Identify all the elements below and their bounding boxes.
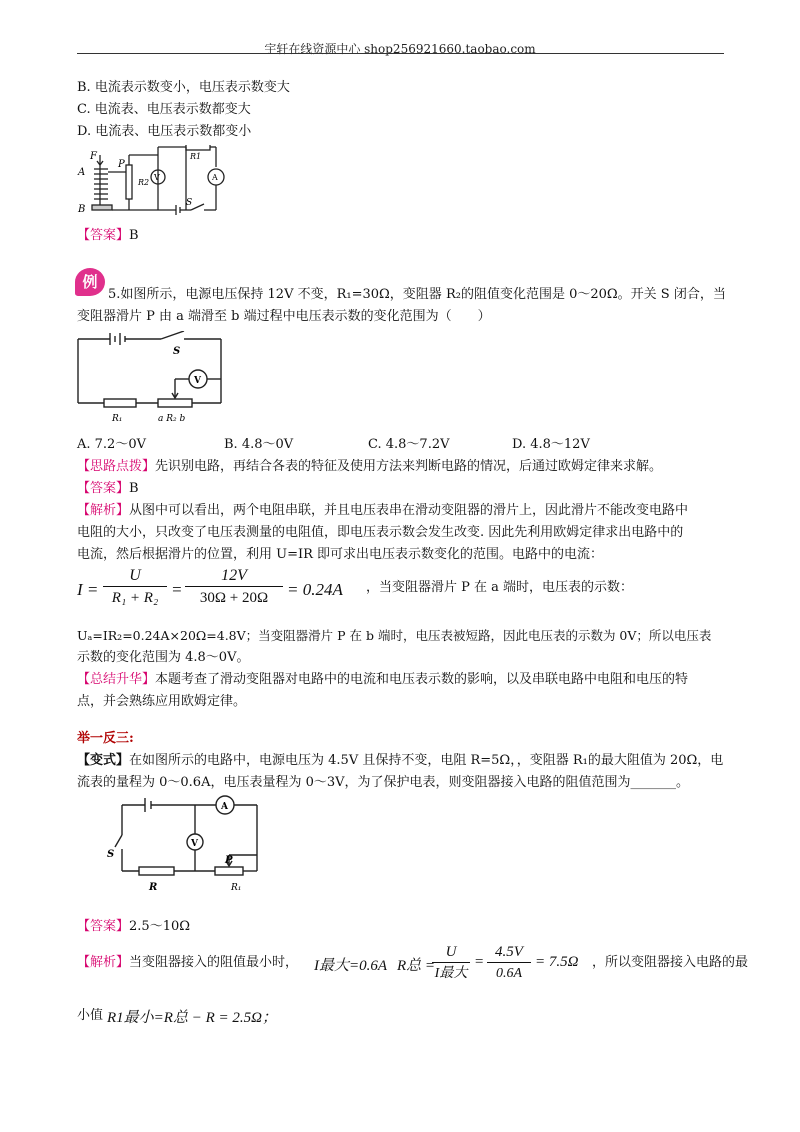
formula-eq: = <box>171 580 183 599</box>
q4-answer-value: B <box>129 228 139 243</box>
variant-answer-tag: 【答案】 <box>77 919 130 934</box>
variant-analysis-text: 当变阻器接入的阻值最小时， <box>129 955 299 970</box>
variant-question-line1 <box>77 750 723 772</box>
variant-f2-fraction-2 <box>487 942 531 985</box>
q4-circuit-figure <box>76 145 226 220</box>
variant-label-s: S <box>107 849 115 860</box>
example-answer-tag: 【答案】 <box>77 481 130 496</box>
variant-last-formula: R1最小=R总 − R = 2.5Ω； <box>107 1010 277 1026</box>
formula-den1: R₁ + R₂ <box>111 590 159 606</box>
q4-label-a: A <box>78 167 86 178</box>
variant-label-p: P <box>225 855 233 866</box>
example-question-line1: 5.如图所示，电源电压保持 12V 不变，R₁=30Ω，变阻器 R₂的阻值变化范围是 0～20Ω。开关 S 闭合，当 <box>108 287 726 302</box>
formula-lhs: I = <box>77 580 99 599</box>
formula-num2: 12V <box>185 566 283 587</box>
variant-answer <box>77 916 190 938</box>
q4-label-am: A <box>212 173 218 182</box>
example-summary-tag: 【总结升华】 <box>77 672 156 687</box>
example-formula <box>77 566 727 616</box>
q4-label-f: F <box>90 151 97 162</box>
formula-fraction-1 <box>103 566 167 609</box>
variant-f2-num1: U <box>432 942 470 963</box>
variant-f1: I最大=0.6A <box>314 958 388 974</box>
example-option-b: B. 4.8～0V <box>224 437 294 452</box>
example-analysis-line3: 电流，然后根据滑片的位置，利用 U=IR 即可求出电压表示数变化的范围。电路中的电流： <box>77 547 604 562</box>
variant-label-a: A <box>221 802 228 812</box>
q4-label-v: V <box>154 173 160 182</box>
variant-label-r1: R₁ <box>231 883 242 893</box>
variant-last-prefix: 小值 <box>77 1008 104 1023</box>
variant-line1-text: 在如图所示的电路中，电源电压为 4.5V 且保持不变，电阻 R=5Ω，，变阻器 R₁的最大阻值为 20Ω，电 <box>129 753 724 768</box>
variant-label-v: V <box>191 839 198 849</box>
example-summary-line1 <box>77 669 688 691</box>
variant-label-r: R <box>149 882 158 893</box>
example-question-line2: 变阻器滑片 P 由 a 端滑至 b 端过程中电压表示数的变化范围为（ ） <box>77 309 491 324</box>
example-label-r2: a R₂ b <box>158 414 186 424</box>
variant-f2-fraction-1 <box>432 942 470 985</box>
q4-label-s: S <box>186 198 193 208</box>
example-hint-text: 先识别电路，再结合各表的特征及使用方法来判断电路的情况，后通过欧姆定律来求解。 <box>155 459 663 474</box>
variant-f2-num2: 4.5V <box>487 942 531 963</box>
formula-num1: U <box>103 566 167 587</box>
variant-f2-after: ，所以变阻器接入电路的最 <box>592 955 749 970</box>
variant-answer-value: 2.5～10Ω <box>129 919 191 934</box>
variant-f2-eq: = <box>474 954 485 970</box>
example-option-d: D. 4.8～12V <box>512 437 590 452</box>
example-analysis-line2: 电阻的大小，只改变了电压表测量的电阻值，即电压表示数会发生改变. 因此先利用欧姆定律求出电路中的 <box>77 525 684 540</box>
variant-analysis-lead <box>77 952 298 974</box>
example-label-s: S <box>173 346 181 357</box>
example-hint <box>77 456 662 478</box>
variant-circuit-figure <box>107 795 267 895</box>
q4-label-r2: R2 <box>138 178 150 187</box>
example-circuit-figure <box>76 331 226 426</box>
example-answer <box>77 478 139 500</box>
formula-after-text: ，当变阻器滑片 P 在 a 端时，电压表的示数： <box>366 580 634 595</box>
example-badge: 例 <box>75 268 105 296</box>
q4-option-c: C. 电流表、电压表示数都变大 <box>77 102 251 117</box>
variant-f2-lhs: R总 = <box>397 958 436 974</box>
q4-option-b: B. 电流表示数变小，电压表示数变大 <box>77 80 290 95</box>
q4-label-r1: R1 <box>190 152 202 161</box>
example-option-a: A. 7.2～0V <box>77 437 146 452</box>
example-summary-line2: 点，并会熟练应用欧姆定律。 <box>77 694 247 709</box>
variant-section-title: 举一反三: <box>77 731 134 746</box>
header-rule <box>77 53 724 54</box>
variant-analysis <box>77 942 749 992</box>
example-label-r1: R₁ <box>112 414 123 424</box>
example-label-v: V <box>194 376 201 386</box>
example-analysis-tag: 【解析】 <box>77 503 130 518</box>
variant-question-line2: 流表的量程为 0～0.6A，电压表量程为 0～3V，为了保护电表，则变阻器接入电路的阻值范围为_______。 <box>77 775 690 790</box>
example-calc-line2: 示数的变化范围为 4.8～0V。 <box>77 650 250 665</box>
q4-answer <box>77 225 139 247</box>
variant-last-line <box>77 1003 477 1033</box>
example-calc-line1: Uₐ=IR₂=0.24A×20Ω=4.8V；当变阻器滑片 P 在 b 端时，电压表被短路，因此电压表的示数为 0V；所以电压表 <box>77 628 712 643</box>
variant-f2-den2: 0.6A <box>495 966 523 981</box>
example-analysis-line1 <box>77 500 688 522</box>
example-hint-tag: 【思路点拨】 <box>77 459 156 474</box>
page-header: 宇轩在线资源中心 shop256921660.taobao.com <box>264 42 536 56</box>
variant-f2-den1: I最大 <box>434 966 468 981</box>
example-answer-value: B <box>129 481 139 496</box>
variant-analysis-tag: 【解析】 <box>77 955 130 970</box>
q4-answer-tag: 【答案】 <box>77 228 130 243</box>
example-option-c: C. 4.8～7.2V <box>368 437 450 452</box>
variant-tag: 【变式】 <box>77 753 130 768</box>
q4-option-d: D. 电流表、电压表示数都变小 <box>77 124 252 139</box>
formula-den2: 30Ω + 20Ω <box>199 590 269 606</box>
variant-f2-result: = 7.5Ω <box>535 954 579 970</box>
q4-label-b: B <box>78 204 86 215</box>
example-summary-text1: 本题考查了滑动变阻器对电路中的电流和电压表示数的影响，以及串联电路中电阻和电压的特 <box>155 672 689 687</box>
example-analysis-text1: 从图中可以看出，两个电阻串联，并且电压表串在滑动变阻器的滑片上，因此滑片不能改变电路中 <box>129 503 689 518</box>
formula-result: = 0.24A <box>287 580 343 599</box>
q4-label-p: P <box>118 159 125 170</box>
formula-fraction-2 <box>185 566 283 609</box>
